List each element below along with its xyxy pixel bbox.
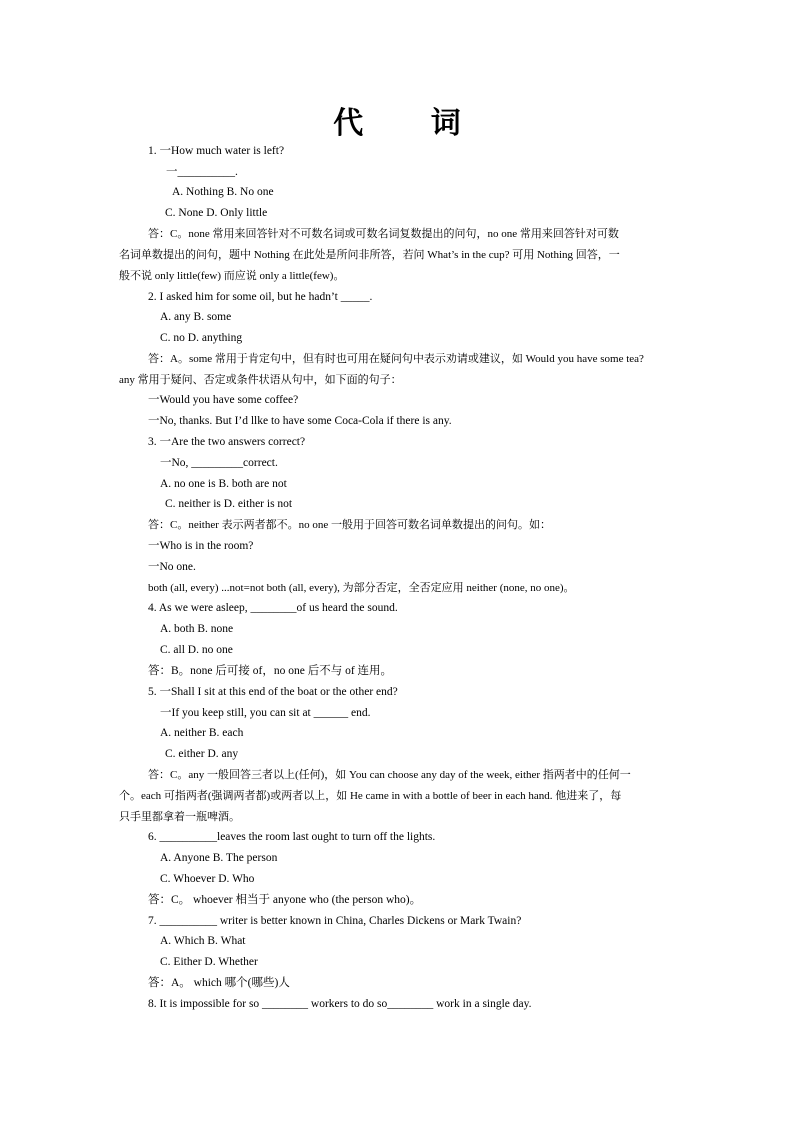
question-3-options-cd: C. neither is D. either is not	[165, 498, 293, 510]
question-5-reply: 一If you keep still, you can sit at ______ end.	[160, 707, 371, 719]
question-2-stem: 2. I asked him for some oil, but he hadn’t _____.	[148, 291, 373, 303]
answer-5-line-1: 答：C。any 一般回答三者以上(任何)，如 You can choose any day of the week, either 指两者中的任何一	[148, 769, 631, 781]
answer-3-line-1: 答：C。neither 表示两者都不。no one 一般用于回答可数名词单数提出的问句。如：	[148, 519, 552, 531]
question-3-stem: 3. 一Are the two answers correct?	[148, 436, 306, 448]
answer-1-line-1: 答：C。none 常用来回答针对不可数名词或可数名词复数提出的问句，no one 常用来回答针对可数	[148, 228, 619, 240]
question-4-options-cd: C. all D. no one	[160, 644, 233, 656]
answer-6: 答：C。 whoever 相当于 anyone who (the person who)。	[148, 894, 422, 906]
question-3-options-ab: A. no one is B. both are not	[160, 478, 287, 490]
answer-3-example-1: 一Who is in the room?	[148, 540, 254, 552]
question-5-options-cd: C. either D. any	[165, 748, 239, 760]
question-6-options-ab: A. Anyone B. The person	[160, 852, 278, 864]
question-7-stem: 7. __________ writer is better known in China, Charles Dickens or Mark Twain?	[148, 915, 522, 927]
answer-1-line-2: 名词单数提出的问句，题中 Nothing 在此处是所问非所答，若问 What’s in the cup? 可用 Nothing 回答，一	[119, 249, 620, 261]
answer-5-line-3: 只手里都拿着一瓶啤酒。	[119, 811, 240, 823]
question-1-reply: 一__________.	[166, 166, 238, 178]
question-1-stem: 1. 一How much water is left?	[148, 145, 285, 157]
question-6-options-cd: C. Whoever D. Who	[160, 873, 255, 885]
answer-2-line-2: any 常用于疑问、否定或条件状语从句中，如下面的句子：	[119, 374, 402, 386]
answer-4: 答：B。none 后可接 of，no one 后不与 of 连用。	[148, 665, 393, 677]
question-7-options-ab: A. Which B. What	[160, 935, 246, 947]
page-title: 代 词	[333, 107, 491, 140]
question-4-options-ab: A. both B. none	[160, 623, 234, 635]
answer-2-example-2: 一No, thanks. But I’d llke to have some Coca-Cola if there is any.	[148, 415, 452, 427]
question-5-stem: 5. 一Shall I sit at this end of the boat or the other end?	[148, 686, 398, 698]
question-6-stem: 6. __________leaves the room last ought to turn off the lights.	[148, 831, 436, 843]
question-8-stem: 8. It is impossible for so ________ workers to do so________ work in a single day.	[148, 998, 532, 1010]
question-2-options-cd: C. no D. anything	[160, 332, 243, 344]
answer-7: 答：A。 which 哪个(哪些)人	[148, 977, 290, 989]
question-4-stem: 4. As we were asleep, ________of us heard the sound.	[148, 602, 398, 614]
question-1-options-cd: C. None D. Only little	[165, 207, 268, 219]
answer-2-example-1: 一Would you have some coffee?	[148, 394, 299, 406]
answer-2-line-1: 答：A。some 常用于肯定句中，但有时也可用在疑问句中表示劝请或建议，如 Would you have some tea?	[148, 353, 644, 365]
answer-5-line-2: 个。each 可指两者(强调两者都)或两者以上，如 He came in with a bottle of beer in each hand. 他进来了，每	[119, 790, 622, 802]
answer-1-line-3: 般不说 only little(few) 而应说 only a little(few)。	[119, 270, 345, 282]
question-1-options-ab: A. Nothing B. No one	[172, 186, 274, 198]
question-7-options-cd: C. Either D. Whether	[160, 956, 258, 968]
question-3-reply: 一No, _________correct.	[160, 457, 278, 469]
answer-3-line-2: both (all, every) ...not=not both (all, every), 为部分否定，全否定应用 neither (none, no one)。	[148, 582, 575, 594]
answer-3-example-2: 一No one.	[148, 561, 196, 573]
question-2-options-ab: A. any B. some	[160, 311, 232, 323]
question-5-options-ab: A. neither B. each	[160, 727, 244, 739]
